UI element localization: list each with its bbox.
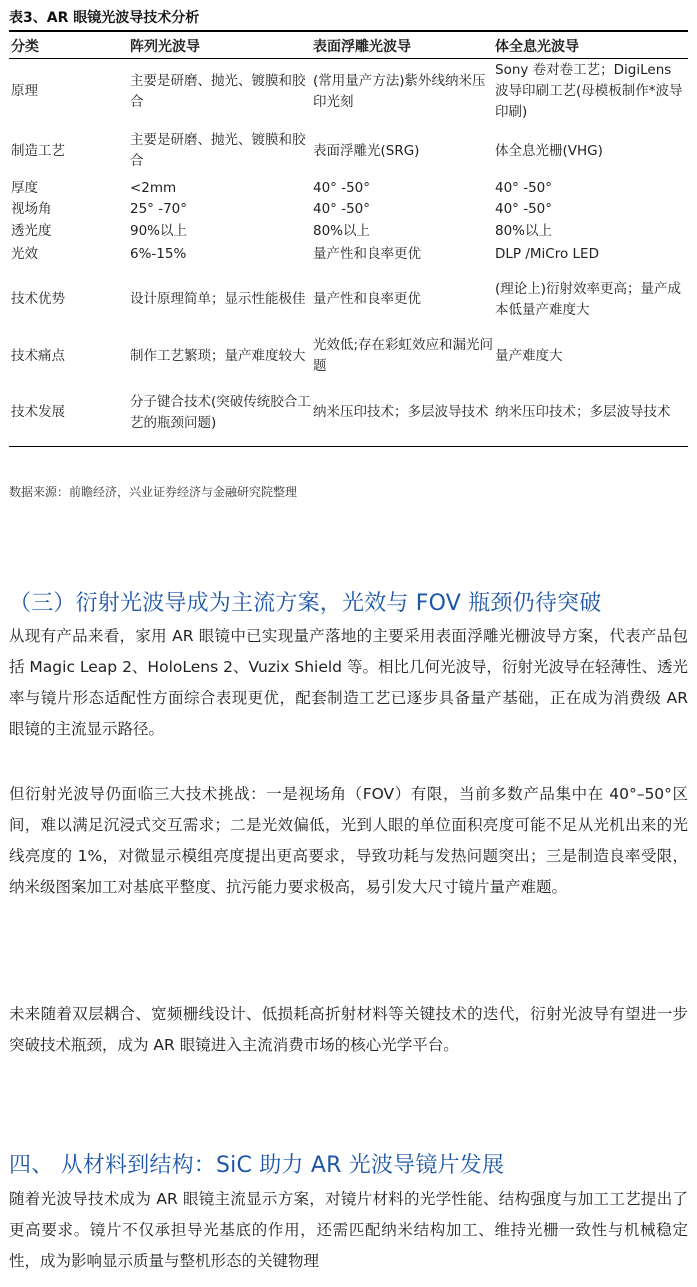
table-row [9, 221, 688, 243]
table-cell: 主要是研磨、抛光、镀膜和胶合 [130, 132, 306, 169]
row-label: 视场角 [11, 201, 52, 217]
table-cell: 90%以上 [130, 223, 188, 239]
section-heading-sic-material: 四、 从材料到结构：SiC 助力 AR 光波导镜片发展 [9, 1153, 505, 1178]
table-cell: 40° -50° [495, 179, 553, 196]
table-cell: (理论上)衍射效率更高；量产成本低量产难度大 [495, 280, 682, 318]
table-header-row [9, 31, 688, 59]
row-label: 原理 [11, 83, 38, 100]
table-cell: 分子键合技术(突破传统胶合工艺的瓶颈问题) [130, 380, 313, 447]
table-cell: 主要是研磨、抛光、镀膜和胶合 [130, 72, 306, 110]
table-cell: 设计原理简单；显示性能极佳 [130, 291, 306, 307]
table-row [9, 243, 688, 267]
paragraph-lens-material: 随着光波导技术成为 AR 眼镜主流显示方案，对镜片材料的光学性能、结构强度与加工工艺提出了更高要求。镜片不仅承担导光基底的作用，还需匹配纳米结构加工、维持光栅一致性与机械稳定性，成为影响显示质量与整机形态的关键物理 [9, 1190, 688, 1270]
table-cell: (常用量产方法)紫外线纳米压印光刻 [313, 72, 486, 110]
table-row [9, 333, 688, 380]
comparison-table [9, 30, 688, 447]
table-row [9, 178, 688, 199]
table-row [9, 199, 688, 221]
table-cell: 纳米压印技术；多层波导技术 [313, 380, 495, 447]
table-cell: 40° -50° [313, 179, 371, 196]
table-cell: 量产性和良率更优 [313, 246, 421, 262]
table-cell: 25° -70° [130, 201, 188, 217]
table-row [9, 59, 688, 125]
header-array-waveguide: 阵列光波导 [130, 31, 313, 59]
row-label: 技术发展 [9, 380, 130, 447]
table-cell: 光效低;存在彩虹效应和漏光问题 [313, 337, 494, 374]
table-cell: 80%以上 [495, 223, 553, 239]
row-label: 技术痛点 [11, 347, 65, 364]
table-cell: 制作工艺繁琐；量产难度较大 [130, 347, 306, 364]
table-title: 表3、AR 眼镜光波导技术分析 [9, 10, 200, 26]
paragraph-mass-production: 从现有产品来看，家用 AR 眼镜中已实现量产落地的主要采用表面浮雕光栅波导方案，代表产品包括 Magic Leap 2、HoloLens 2、Vuzix Shield 等。相比几何光波导，衍射光波导在轻薄性、透光率与镜片形态适配性方面综合表现更优，配套制造工艺已逐步具备量产基础，正在成为消费级 AR 眼镜的主流显示路径。 [9, 627, 688, 738]
paragraph-future-outlook: 未来随着双层耦合、宽频栅线设计、低损耗高折射材料等关键技术的迭代，衍射光波导有望进一步突破技术瓶颈，成为 AR 眼镜进入主流消费市场的核心光学平台。 [9, 1005, 688, 1054]
table-row [9, 267, 688, 333]
table-cell: 纳米压印技术；多层波导技术 [495, 380, 688, 447]
table-source-note: 数据来源：前瞻经济，兴业证券经济与金融研究院整理 [9, 485, 298, 499]
row-label: 技术优势 [11, 291, 65, 307]
row-label: 制造工艺 [11, 142, 65, 159]
table-cell: Sony 卷对卷工艺；DigiLens 波导印刷工艺(母模板制作*波导印刷) [495, 62, 683, 121]
row-label: 光效 [11, 246, 38, 262]
paragraph-technical-challenges: 但衍射光波导仍面临三大技术挑战：一是视场角（FOV）有限，当前多数产品集中在 40°–50°区间，难以满足沉浸式交互需求；二是光效偏低，光到人眼的单位面积亮度可能不足从光机出来的光线亮度的 1%，对微显示模组亮度提出更高要求，导致功耗与发热问题突出；三是制造良率受限，纳米级图案加工对基底平整度、抗污能力要求极高，易引发大尺寸镜片量产难题。 [9, 785, 688, 896]
header-holographic-waveguide: 体全息光波导 [495, 31, 688, 59]
table-cell: 量产难度大 [495, 347, 563, 364]
row-label: 透光度 [11, 223, 52, 239]
table-cell: 体全息光栅(VHG) [495, 142, 603, 159]
table-cell: 6%-15% [130, 246, 187, 262]
table-cell: 表面浮雕光(SRG) [313, 142, 420, 159]
header-category: 分类 [9, 31, 130, 59]
table-cell: <2mm [130, 179, 177, 196]
table-cell: 量产性和良率更优 [313, 291, 421, 307]
table-cell: 80%以上 [313, 223, 371, 239]
table-cell: 40° -50° [495, 201, 553, 217]
table-cell: DLP /MiCro LED [495, 246, 599, 262]
table-row [9, 380, 688, 447]
row-label: 厚度 [11, 179, 38, 196]
table-cell: 40° -50° [313, 201, 371, 217]
table-row [9, 125, 688, 178]
section-heading-diffractive-waveguide: （三）衍射光波导成为主流方案，光效与 FOV 瓶颈仍待突破 [9, 591, 602, 616]
header-surface-relief-waveguide: 表面浮雕光波导 [313, 31, 495, 59]
